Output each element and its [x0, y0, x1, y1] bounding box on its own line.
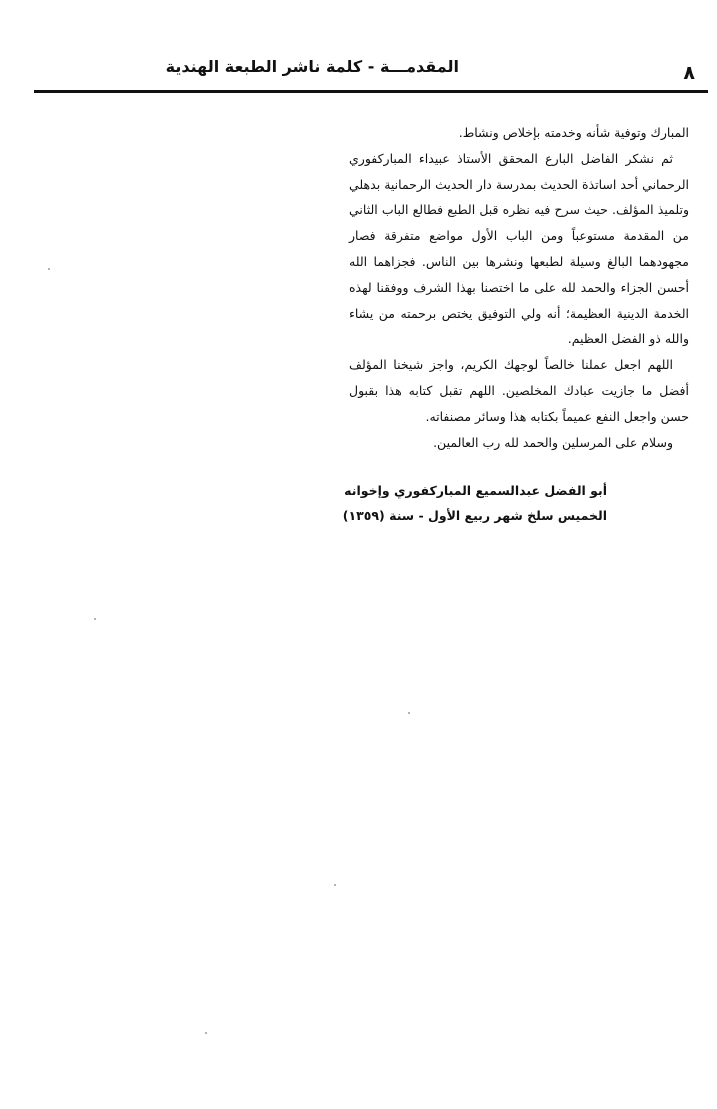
signature-block	[343, 478, 607, 528]
scan-speck	[334, 884, 336, 886]
running-header-title: المقدمـــة - كلمة ناشر الطبعة الهندية	[165, 57, 459, 76]
header-divider	[34, 90, 708, 93]
scan-speck	[205, 1032, 207, 1034]
paragraph: المبارك وتوفية شأنه وخدمته بإخلاص ونشاط.	[458, 125, 689, 140]
page-number: ٨	[683, 62, 695, 84]
signature-date: الخميس سلخ شهر ربيع الأول - سنة (١٣٥٩)	[342, 508, 607, 523]
scan-speck	[48, 268, 50, 270]
scan-speck	[94, 618, 96, 620]
paragraph: اللهم اجعل عملنا خالصاً لوجهك الكريم، واجز شيخنا المؤلف أفضل ما جازيت عبادك المخلصين. اللهم تقبل كتابه هذا بقبول حسن واجعل النفع عميماً بكتابه هذا وسائر مصنفاته.	[349, 357, 689, 424]
scan-speck	[408, 712, 410, 714]
paragraph: ثم نشكر الفاضل البارع المحقق الأستاذ عبيداء المباركفوري الرحماني أحد اساتذة الحديث بمدرسة دار الحديث الرحمانية بدهلي وتلميذ المؤلف. حيث سرح فيه نظره قبل الطبع فطالع الباب الثاني من المقدمة مستوعباً ومن الباب الأول مواضع متفرقة فصار مجهودهما البالغ وسيلة لطبعها ونشرها بين الناس. فجزاهما الله أحسن الجزاء والحمد لله على ما اختصنا بهذا الشرف ووفقنا لهذه الخدمة الدينية العظيمة؛ أنه ولي التوفيق يختص برحمته من يشاء والله ذو الفضل العظيم.	[349, 150, 689, 347]
paragraph: وسلام على المرسلين والحمد لله رب العالمين.	[433, 434, 673, 450]
signature-name: أبو الفضل عبدالسميع المباركفوري وإخوانه	[344, 483, 607, 498]
body-text	[349, 120, 689, 455]
